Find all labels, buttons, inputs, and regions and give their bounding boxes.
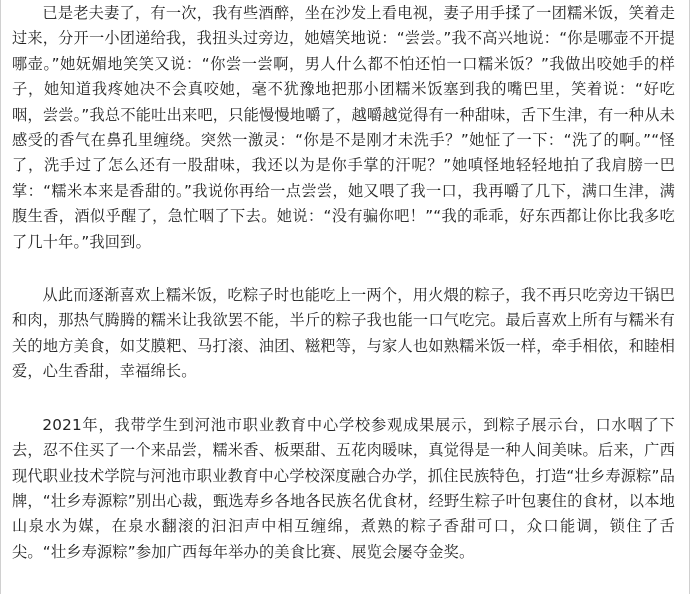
- paragraph-love-sticky-rice: 从此而逐渐喜欢上糯米饭，吃粽子时也能吃上一两个，用火煨的粽子，我不再只吃旁边干锅巴和肉，那热气腾腾的糯米让我欲罢不能，半斤的粽子我也能一口气吃完。最后喜欢上所有与糯米有关的地方美食，如艾膜粑、马打滚、油团、糍粑等，与家人也如熟糯米饭一样，牵手相依，和睦相爱，心生香甜，幸福绵长。: [12, 286, 675, 381]
- paragraph-wife-sticky-rice: 已是老夫妻了，有一次，我有些酒醉，坐在沙发上看电视，妻子用手揉了一团糯米饭，笑着走过来，分开一小团递给我，我扭头过旁边，她嬉笑地说：“尝尝。”我不高兴地说：“你是哪壶不开提哪壶。”她妩媚地笑笑又说：“你尝一尝啊，男人什么都不怕还怕一口糯米饭？”我做出咬她手的样子，她知道我疼她决不会真咬她，毫不犹豫地把那小团糯米饭塞到我的嘴巴里，笑着说：“好吃咽，尝尝。”我总不能吐出来吧，只能慢慢地嚼了，越嚼越觉得有一种甜味，舌下生津，有一种从未感受的香气在鼻孔里缠绕。突然一激灵：“你是不是刚才未洗手？”她怔了一下：“洗了的啊。”“怪了，洗手过了怎么还有一股甜味，我还以为是你手掌的汗呢？”她嗔怪地轻轻地拍了我肩膀一巴掌：“糯米本来是香甜的。”我说你再给一点尝尝，她又喂了我一口，我再嚼了几下，满口生津，满腹生香，酒似乎醒了，急忙咽了下去。她说：“没有骗你吧！”“我的乖乖，好东西都让你比我多吃了几十年。”我回到。: [12, 4, 675, 251]
- paragraph-zongzi-brand: 2021年，我带学生到河池市职业教育中心学校参观成果展示，到粽子展示台，口水咽了下去，忍不住买了一个来品尝，糯米香、板栗甜、五花肉暖味，真觉得是一种人间美味。后来，广西现代职业技术学院与河池市职业教育中心学校深度融合办学，抓住民族特色，打造“壮乡寿源粽”品牌，“壮乡寿源粽”别出心裁，甄选寿乡各地各民族名优食材，经野生粽子叶包裹住的食材，以本地山泉水为媒，在泉水翻滚的汩汩声中相互缠绵，煮熟的粽子香甜可口，众口能调，锁住了舌尖。“壮乡寿源粽”参加广西每年举办的美食比赛、展览会屡夺金奖。: [12, 415, 675, 561]
